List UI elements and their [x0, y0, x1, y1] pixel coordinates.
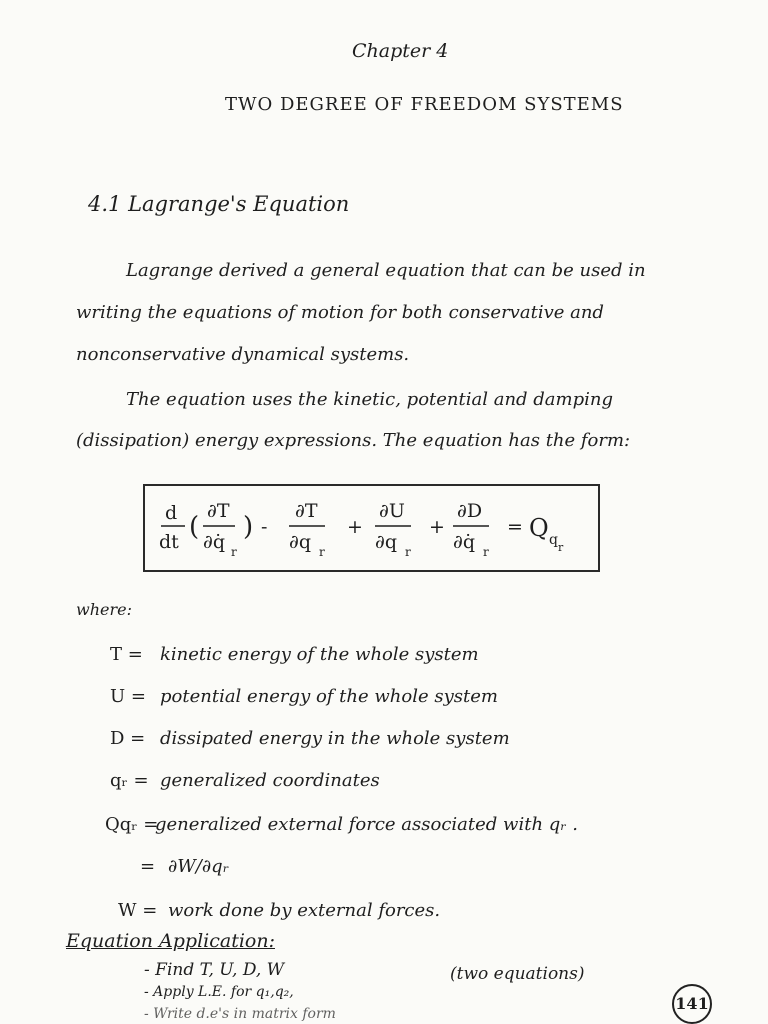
definition-symbol: D =	[110, 728, 146, 749]
eq-lparen: (	[189, 512, 200, 542]
eq-rparen: )	[243, 512, 254, 542]
definition-qqr	[105, 814, 578, 835]
definition-symbol: Qqᵣ =	[105, 814, 159, 835]
page-number: 141	[672, 984, 712, 1024]
definition-text: dissipated energy in the whole system	[160, 728, 510, 749]
paragraph1-line2: writing the equations of motion for both conservative and	[76, 302, 604, 323]
definition-symbol: T =	[110, 644, 143, 665]
definition-w	[118, 900, 440, 921]
eq-minus: -	[261, 516, 268, 538]
application-step-3: - Write d.e's in matrix form	[144, 1006, 336, 1022]
definition-text: potential energy of the whole system	[160, 686, 498, 707]
eq-sub-r3: r	[405, 545, 411, 559]
eq-partial-t1: ∂T	[207, 500, 230, 522]
eq-partial-q3: ∂q	[375, 531, 397, 553]
side-note: (two equations)	[450, 964, 585, 984]
eq-partial-qdot1: ∂q̇	[203, 531, 225, 553]
eq-plus1: +	[347, 516, 363, 538]
definition-text: ∂W/∂qᵣ	[168, 856, 229, 877]
eq-equals: =	[507, 516, 523, 538]
definition-text: generalized external force associated with qᵣ .	[155, 814, 578, 835]
paragraph1-line1: Lagrange derived a general equation that can be used in	[126, 260, 646, 281]
definition-qr	[110, 770, 380, 791]
application-step-1: - Find T, U, D, W	[144, 960, 285, 980]
paragraph2-line2: (dissipation) energy expressions. The equation has the form:	[76, 430, 631, 451]
paragraph1-line3: nonconservative dynamical systems.	[76, 344, 410, 365]
eq-q-sub-r: r	[558, 541, 564, 554]
eq-partial-t2: ∂T	[295, 500, 318, 522]
definition-symbol: qᵣ =	[110, 770, 149, 791]
definition-u	[110, 686, 498, 707]
application-step-2: - Apply L.E. for q₁,q₂,	[144, 984, 294, 1000]
paragraph2-line1: The equation uses the kinetic, potential and damping	[126, 389, 614, 410]
definition-text: kinetic energy of the whole system	[160, 644, 479, 665]
definition-text: work done by external forces.	[168, 900, 441, 921]
definition-text: generalized coordinates	[160, 770, 380, 791]
definition-symbol: W =	[118, 900, 158, 921]
eq-partial-u: ∂U	[379, 500, 405, 522]
eq-partial-q2: ∂q	[289, 531, 311, 553]
where-label: where:	[76, 600, 132, 619]
eq-q-sub: q	[549, 532, 558, 548]
eq-sub-r2: r	[319, 545, 325, 559]
definition-partial-w	[140, 856, 229, 877]
eq-plus2: +	[429, 516, 445, 538]
eq-sub-r1: r	[231, 545, 237, 559]
section-heading: 4.1 Lagrange's Equation	[88, 192, 350, 216]
definition-symbol: U =	[110, 686, 146, 707]
application-heading: Equation Application:	[66, 930, 275, 952]
chapter-label: Chapter 4	[352, 40, 449, 62]
definition-t	[110, 644, 479, 665]
eq-partial-d: ∂D	[457, 500, 483, 522]
eq-dt: dt	[159, 531, 179, 553]
eq-d: d	[165, 502, 178, 524]
eq-sub-r4: r	[483, 545, 489, 559]
eq-partial-qdot4: ∂q̇	[453, 531, 475, 553]
definition-symbol: =	[140, 856, 156, 877]
definition-d	[110, 728, 510, 749]
lagrange-equation-box	[143, 484, 600, 572]
eq-q: Q	[529, 514, 549, 542]
chapter-title: TWO DEGREE OF FREEDOM SYSTEMS	[225, 94, 624, 115]
